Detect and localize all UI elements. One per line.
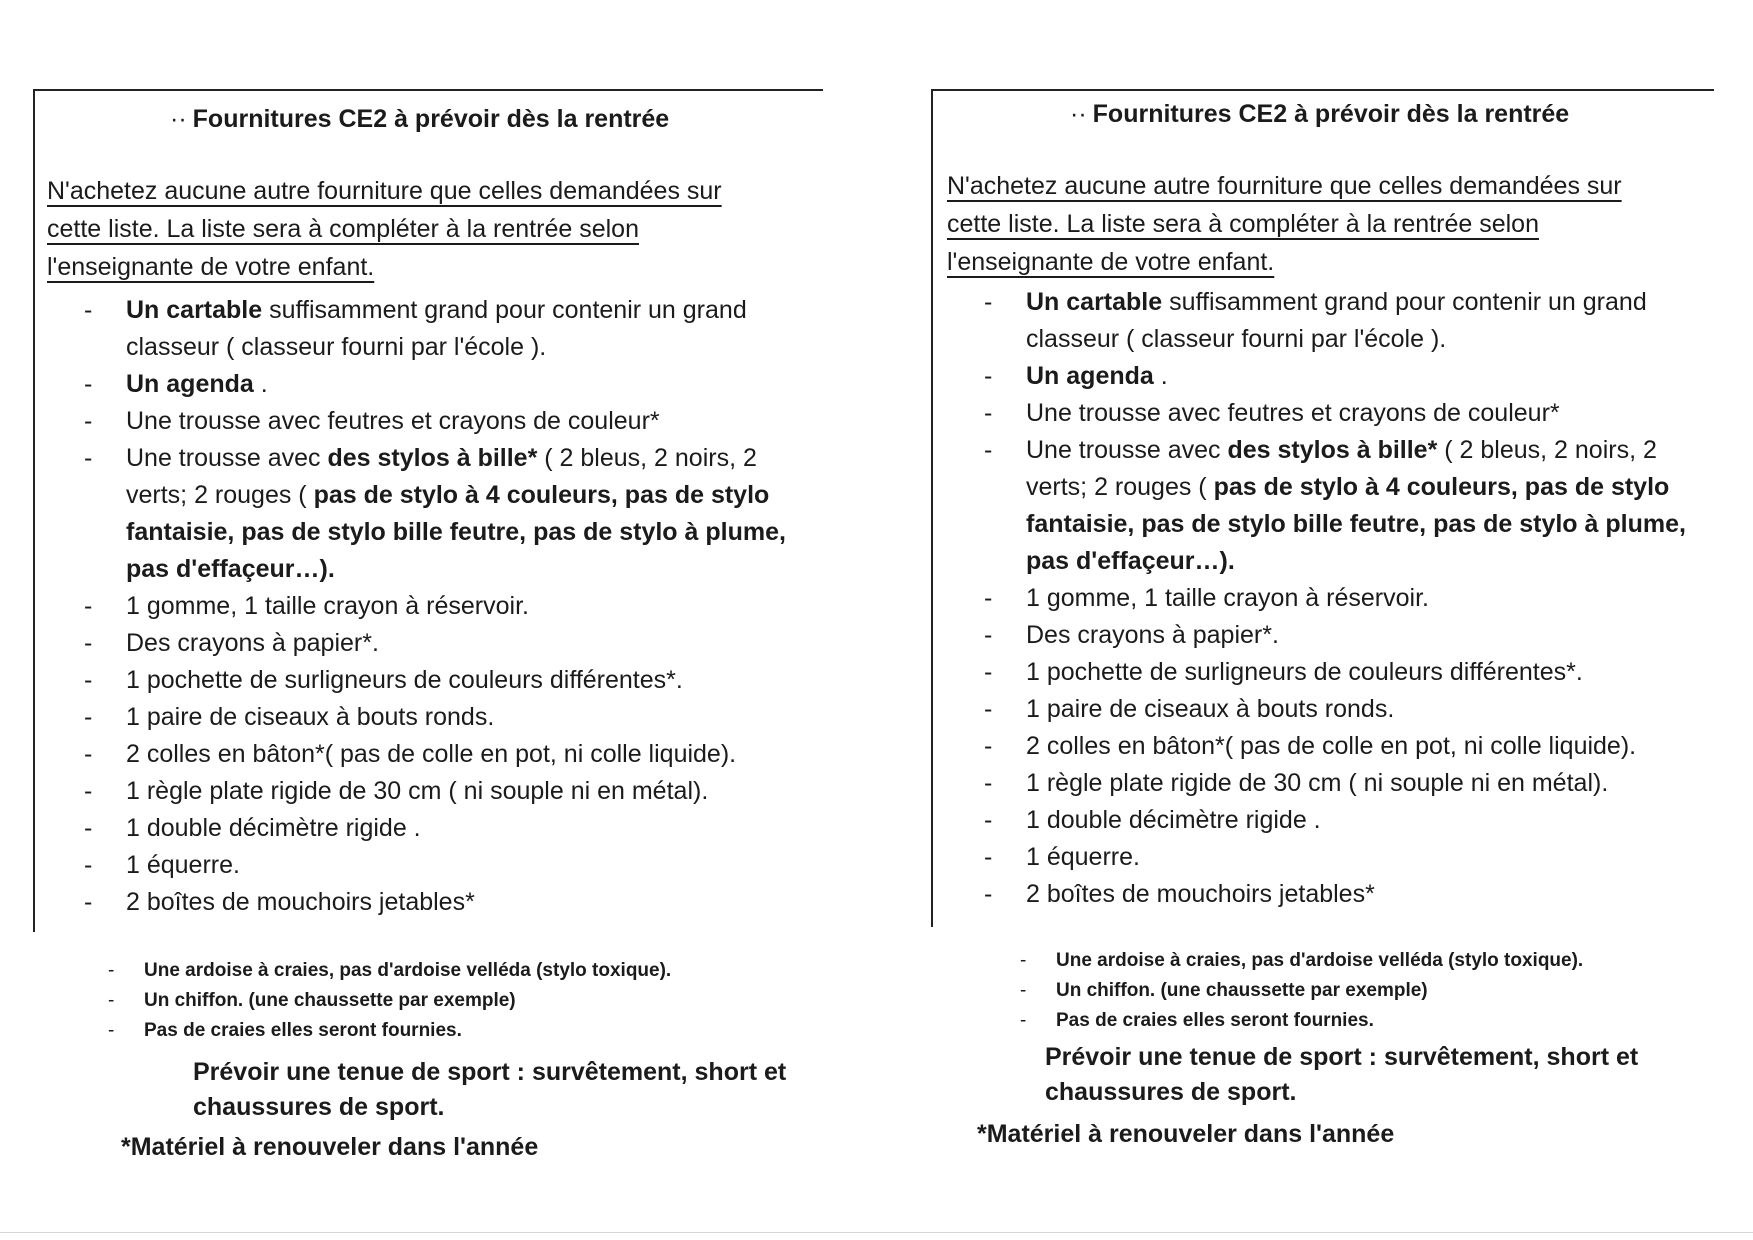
supply-list xyxy=(984,284,1724,913)
intro-notice xyxy=(47,172,847,286)
list-item: - 2 colles en bâton*( pas de colle en pot, ni colle liquide). xyxy=(984,728,1724,765)
list-item: - Un cartable suffisamment grand pour contenir un grand classeur ( classeur fourni par l'école ). xyxy=(84,292,824,366)
list-item: - 2 boîtes de mouchoirs jetables* xyxy=(84,884,824,921)
intro-notice xyxy=(947,167,1747,281)
list-item: - Un agenda . xyxy=(984,358,1724,395)
frame-left-line xyxy=(931,89,933,927)
page-title: ·· Fournitures CE2 à prévoir dès la rentrée xyxy=(170,105,670,133)
intro-line: N'achetez aucune autre fourniture que celles demandées sur xyxy=(947,172,1622,200)
slate-list xyxy=(1020,946,1740,1036)
intro-line: l'enseignante de votre enfant. xyxy=(947,248,1275,276)
list-item: - 2 boîtes de mouchoirs jetables* xyxy=(984,876,1724,913)
list-item: - 1 double décimètre rigide . xyxy=(984,802,1724,839)
list-item: - Un agenda . xyxy=(84,366,824,403)
intro-line: N'achetez aucune autre fourniture que celles demandées sur xyxy=(47,177,722,205)
list-item: - Un chiffon. (une chaussette par exemple) xyxy=(108,986,848,1016)
sport-outfit-note: Prévoir une tenue de sport : survêtement, short et chaussures de sport. xyxy=(1045,1043,1639,1106)
scan-edge-line xyxy=(0,1232,1753,1233)
supply-list xyxy=(84,292,824,921)
list-item: - Des crayons à papier*. xyxy=(84,625,824,662)
list-item: - 1 équerre. xyxy=(984,839,1724,876)
list-item: - 1 gomme, 1 taille crayon à réservoir. xyxy=(984,580,1724,617)
list-item: - Une trousse avec feutres et crayons de couleur* xyxy=(84,403,824,440)
intro-line: cette liste. La liste sera à compléter à la rentrée selon xyxy=(47,215,639,243)
list-item: - 1 équerre. xyxy=(84,847,824,884)
list-item: - Pas de craies elles seront fournies. xyxy=(1020,1006,1740,1036)
list-item: - Une trousse avec feutres et crayons de couleur* xyxy=(984,395,1724,432)
list-item: - 1 paire de ciseaux à bouts ronds. xyxy=(984,691,1724,728)
frame-left-line xyxy=(33,89,35,932)
list-item: - 1 paire de ciseaux à bouts ronds. xyxy=(84,699,824,736)
list-item: - 1 règle plate rigide de 30 cm ( ni souple ni en métal). xyxy=(84,773,824,810)
supply-list-sheet-left xyxy=(0,0,876,1240)
list-item: - Une trousse avec des stylos à bille* ( 2 bleus, 2 noirs, 2 verts; 2 rouges ( pas de stylo à 4 couleurs, pas de stylo fantaisie, pas de stylo bille feutre, pas de stylo à plume, pas d'effaçeur…). xyxy=(984,432,1724,580)
list-item: - Une trousse avec des stylos à bille* ( 2 bleus, 2 noirs, 2 verts; 2 rouges ( pas de stylo à 4 couleurs, pas de stylo fantaisie, pas de stylo bille feutre, pas de stylo à plume, pas d'effaçeur…). xyxy=(84,440,824,588)
list-item: - 1 pochette de surligneurs de couleurs différentes*. xyxy=(984,654,1724,691)
list-item: - 1 pochette de surligneurs de couleurs différentes*. xyxy=(84,662,824,699)
list-item: - 2 colles en bâton*( pas de colle en pot, ni colle liquide). xyxy=(84,736,824,773)
list-item: - Un chiffon. (une chaussette par exemple) xyxy=(1020,976,1740,1006)
intro-line: l'enseignante de votre enfant. xyxy=(47,253,375,281)
frame-top-line xyxy=(931,89,1714,91)
list-item: - 1 double décimètre rigide . xyxy=(84,810,824,847)
list-item: - Des crayons à papier*. xyxy=(984,617,1724,654)
list-item: - Une ardoise à craies, pas d'ardoise velléda (stylo toxique). xyxy=(1020,946,1740,976)
sport-outfit-note: Prévoir une tenue de sport : survêtement, short et chaussures de sport. xyxy=(193,1058,787,1121)
supply-list-sheet-right xyxy=(900,0,1753,1240)
intro-line: cette liste. La liste sera à compléter à la rentrée selon xyxy=(947,210,1539,238)
slate-list xyxy=(108,956,848,1046)
page-title: ·· Fournitures CE2 à prévoir dès la rentrée xyxy=(1070,100,1570,128)
list-item: - Un cartable suffisamment grand pour contenir un grand classeur ( classeur fourni par l'école ). xyxy=(984,284,1724,358)
list-item: - 1 gomme, 1 taille crayon à réservoir. xyxy=(84,588,824,625)
frame-top-line xyxy=(33,89,823,91)
list-item: - Une ardoise à craies, pas d'ardoise velléda (stylo toxique). xyxy=(108,956,848,986)
list-item: - 1 règle plate rigide de 30 cm ( ni souple ni en métal). xyxy=(984,765,1724,802)
renewal-footnote: *Matériel à renouveler dans l'année xyxy=(121,1133,539,1161)
renewal-footnote: *Matériel à renouveler dans l'année xyxy=(977,1120,1395,1148)
list-item: - Pas de craies elles seront fournies. xyxy=(108,1016,848,1046)
